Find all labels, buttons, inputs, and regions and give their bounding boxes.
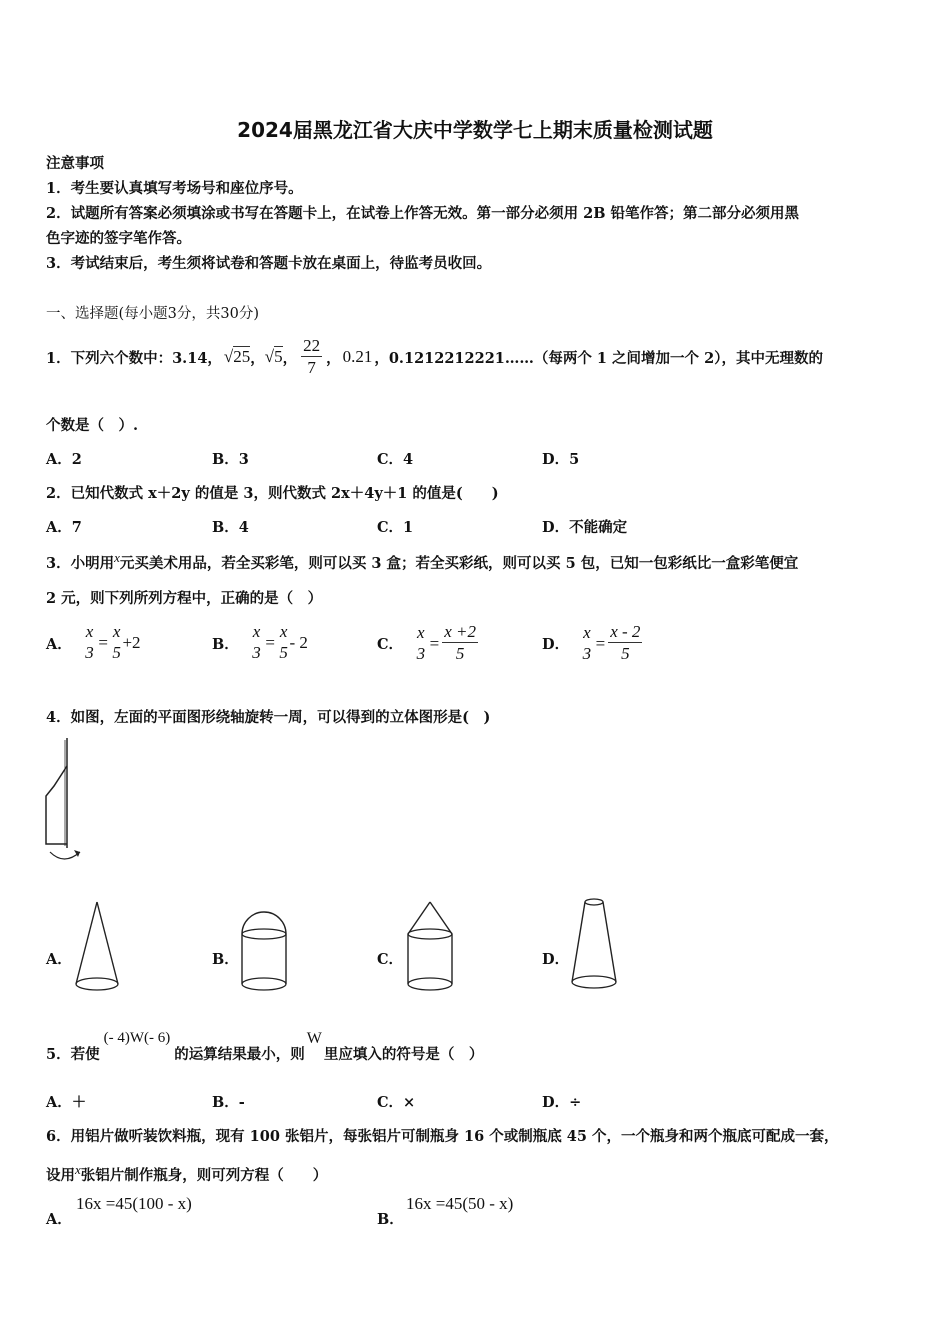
notice-item: 色字迹的签字笔作答。 — [46, 230, 191, 247]
q1-line2: 个数是（ ）. — [46, 417, 139, 434]
notice-item: 2．试题所有答案必须填涂或书写在答题卡上，在试卷上作答无效。第一部分必须用 2B 铅笔作答；第二部分必须用黑 — [46, 205, 800, 222]
q6-option-a-label: A． — [46, 1211, 72, 1228]
q2-option-a: A．7 — [46, 519, 82, 536]
question-4: 4．如图，左面的平面图形绕轴旋转一周，可以得到的立体图形是( ) — [46, 709, 491, 726]
cylinder-cone-shape — [402, 898, 458, 998]
q1-rest: ，0.1212212221……（每两个 1 之间增加一个 2），其中无理数的 — [374, 349, 823, 367]
var-x: x — [114, 550, 120, 565]
q3-option-c: C． x 3 = $\frac{x +2}{5}$ — [377, 622, 476, 663]
q3-option-d: D． x 3 = $\frac{x - 2}{5}$ — [542, 622, 641, 663]
sqrt-5: √5 — [264, 347, 283, 366]
q6-option-b-equation: 16x =45(50 - x) — [406, 1194, 514, 1213]
q3-option-a: A． x 3 = x 5 +2 — [46, 622, 141, 662]
question-3: 3．小明用$^x$元买美术用品，若全买彩笔，则可以买 3 盒；若全买彩纸，则可以买 5 包，已知一包彩纸比一盒彩笔便宜 — [46, 550, 799, 572]
q5-option-a: A．＋ — [46, 1094, 87, 1111]
cone-shape — [70, 898, 125, 998]
q3-line2: 2 元，则下列所列方程中，正确的是（ ） — [46, 590, 323, 607]
q5-option-c: C．× — [377, 1094, 416, 1111]
q2-option-d: D．不能确定 — [542, 519, 628, 536]
q4-option-d-label: D． — [542, 951, 570, 968]
notice-item: 3．考试结束后，考生须将试卷和答题卡放在桌面上，待监考员收回。 — [46, 255, 492, 272]
cylinder-hemisphere-shape — [236, 908, 292, 998]
q6-line2: 设用$^x$张铝片制作瓶身，则可列方程（ ） — [46, 1162, 328, 1184]
notice-heading: 注意事项 — [46, 155, 104, 172]
q5-option-b: B．- — [212, 1094, 245, 1111]
q6-option-b-label: B． — [377, 1211, 404, 1228]
section-heading: 一、选择题(每小题3分，共30分) — [46, 306, 259, 322]
plane-figure-diagram — [40, 736, 100, 866]
question-5: 5．若使 (- 4)W(- 6) 的运算结果最小，则 W 里应填入的符号是（ ） — [46, 1030, 484, 1063]
repeating-decimal: 0.21 — [342, 347, 373, 366]
q1-option-c: C．4 — [377, 451, 414, 468]
frustum-shape — [566, 894, 622, 994]
sqrt-25: √25 — [223, 347, 251, 366]
page-title: 2024届黑龙江省大庆中学数学七上期末质量检测试题 — [237, 118, 713, 142]
q4-option-c-label: C． — [377, 951, 404, 968]
q5-w-symbol: W — [306, 1030, 322, 1047]
q2-option-b: B．4 — [212, 519, 249, 536]
question-1: 1．下列六个数中：3.14， √25 ， √5 ， $\frac{22}{7}$ ， 0.21 ，0.1212212221……（每两个 1 之间增加一个 2），其中无理数的 — [46, 335, 823, 377]
q6-option-a-equation: 16x =45(100 - x) — [76, 1194, 192, 1213]
question-6: 6．用铝片做听装饮料瓶，现有 100 张铝片，每张铝片可制瓶身 16 个或制瓶底 45 个，一个瓶身和两个瓶底可配成一套， — [46, 1128, 839, 1145]
q1-prefix: 1．下列六个数中：3.14， — [46, 349, 222, 367]
q1-option-a: A．2 — [46, 451, 82, 468]
notice-item: 1．考生要认真填写考场号和座位序号。 — [46, 180, 303, 197]
question-2: 2．已知代数式 x＋2y 的值是 3，则代数式 2x＋4y＋1 的值是( ) — [46, 485, 499, 502]
q5-expression: (- 4)W(- 6) — [103, 1030, 171, 1046]
var-x: x — [75, 1162, 81, 1177]
q3-option-b: B． x 3 = x 5 - 2 — [212, 622, 308, 662]
fraction-22-7: $\frac{22}{7}$ — [303, 335, 321, 377]
q1-option-b: B．3 — [212, 451, 249, 468]
q2-option-c: C．1 — [377, 519, 414, 536]
q5-option-d: D．÷ — [542, 1094, 582, 1111]
q1-option-d: D．5 — [542, 451, 580, 468]
q4-option-b-label: B． — [212, 951, 239, 968]
q4-option-a-label: A． — [46, 951, 72, 968]
